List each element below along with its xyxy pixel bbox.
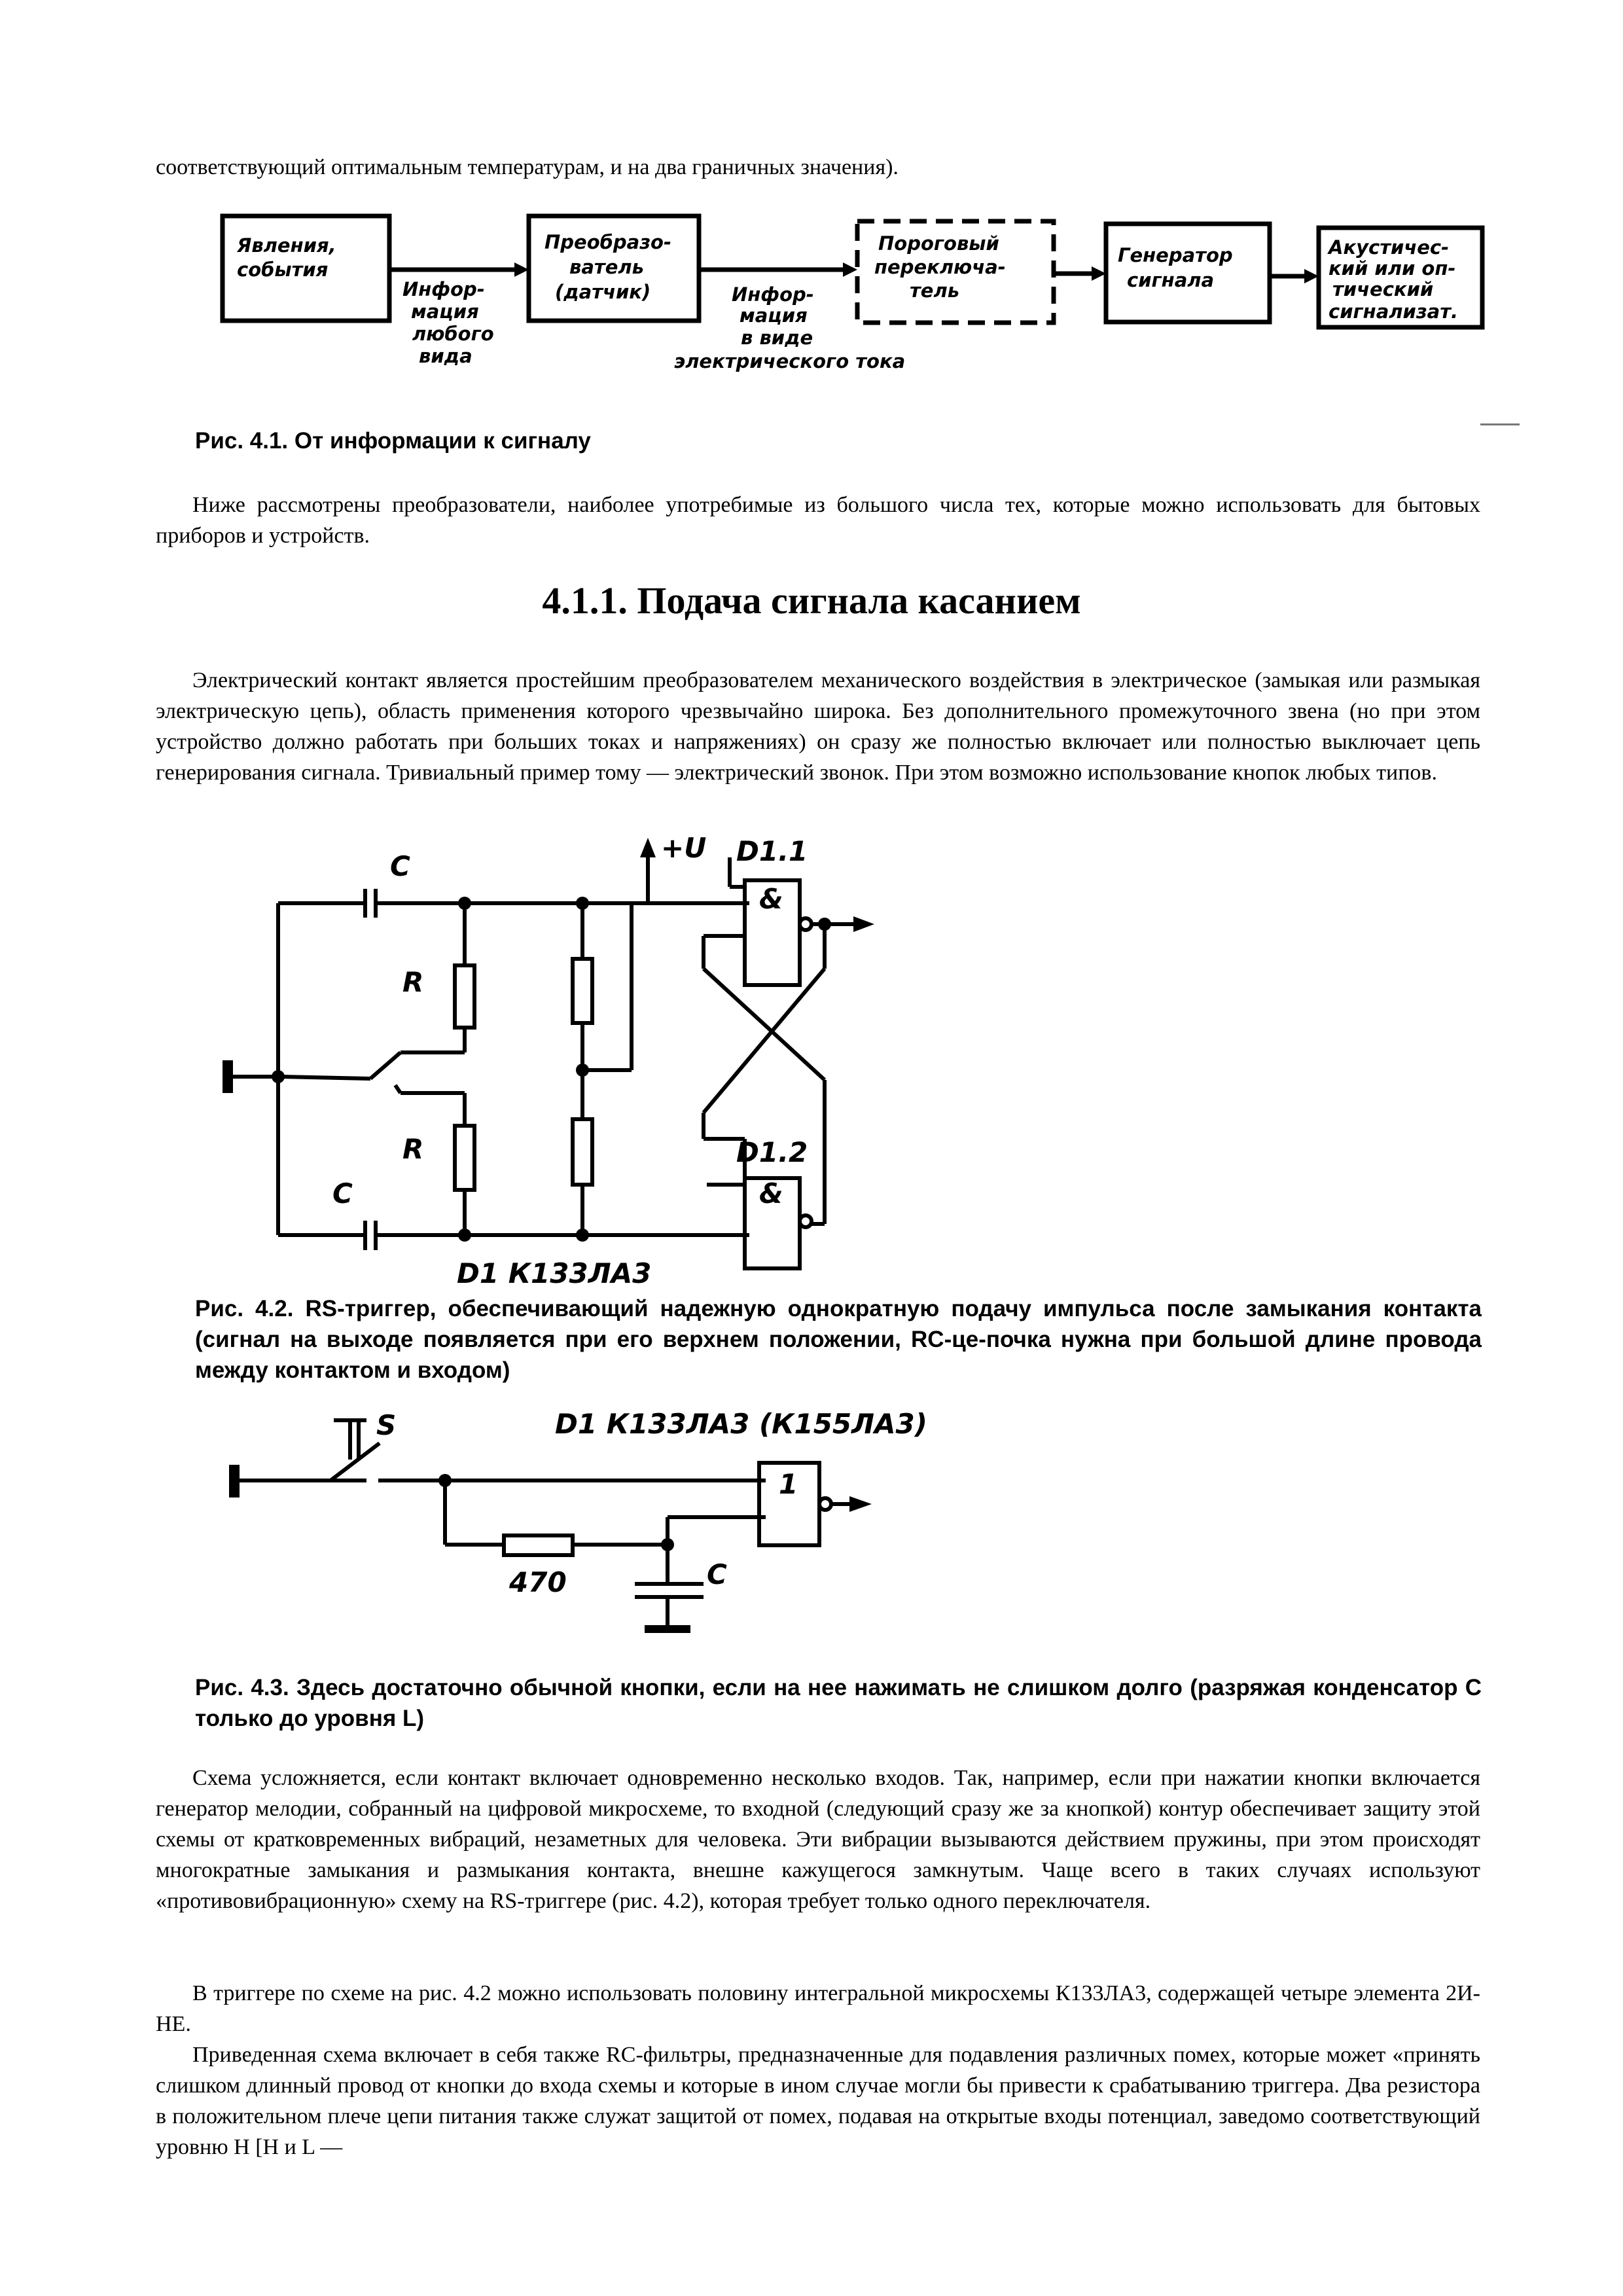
block-generator-line-1: Генератор (1118, 244, 1233, 266)
figure-4-1-caption: Рис. 4.1. От информации к сигналу (195, 428, 591, 454)
figure-4-1-block-diagram (0, 196, 1623, 406)
fig2-label-and-2: & (759, 1177, 783, 1210)
paragraph-filters: Приведенная схема включает в себя также RC-фильтры, предназначенные для подавления различных помех, которые может «принять слишком длинный провод от кнопки до входа схемы и которые в ином случае могли бы привести к срабатыванию триггера. Два резистора в положительном плече цепи питания также служат защитой от помех, подавая на открытые входы потенциал, заведомо соответствующий уровню H [H и L — (156, 2043, 1480, 2159)
block-indicator-line-3: тический (1332, 278, 1434, 300)
fig2-label-d11: D1.1 (736, 835, 808, 867)
fig3-label-gate: 1 (779, 1468, 798, 1500)
block-converter-line-3: (датчик) (555, 281, 651, 303)
label-any-info-4: вида (419, 345, 473, 367)
block-threshold-line-1: Пороговый (878, 232, 999, 255)
fig2-label-r-bottom: R (402, 1133, 424, 1165)
fig3-label-chip: D1 К133ЛА3 (К155ЛА3) (555, 1408, 927, 1440)
label-any-info-2: мация (411, 300, 479, 323)
block-threshold-line-2: переключа- (874, 256, 1006, 278)
fig2-label-d12: D1.2 (736, 1136, 808, 1168)
figure-4-3-caption: Рис. 4.3. Здесь достаточно обычной кнопки, если на нее нажимать не слишком долго (разряжая конденсатор C только до уровня L) (195, 1675, 1482, 1731)
paragraph-contact: Электрический контакт является простейшим преобразователем механического воздействия в электрическое (замыкая или размыкая электрическую цепь), область применения которого чрезвычайно широка. Без дополнительного промежуточного звена (но при этом устройство должно работать при больших токах и напряжениях) он сразу же полностью включает или полностью выключает цепь генерирования сигнала. Тривиальный пример тому — электрический звонок. При этом возможно использование кнопок любых типов. (156, 668, 1480, 785)
paragraph-intro: Ниже рассмотрены преобразователи, наиболее употребимые из большого числа тех, которые можно использовать для бытовых приборов и устройств. (156, 493, 1480, 548)
fig2-label-supply: +U (661, 832, 707, 864)
fig2-label-chip: D1 К133ЛА3 (457, 1257, 652, 1289)
block-converter-line-2: ватель (569, 256, 644, 278)
label-any-info-3: любого (412, 323, 494, 345)
paragraph-chip: В триггере по схеме на рис. 4.2 можно использовать половину интегральной микросхемы К133ЛА3, содержащей четыре элемента 2И-НЕ. (156, 1981, 1480, 2036)
fig3-label-c: C (707, 1558, 727, 1590)
fig2-label-and-1: & (759, 883, 783, 915)
fig2-label-c-top: C (390, 850, 410, 882)
block-generator-line-2: сигнала (1127, 269, 1215, 291)
page-edge-mark (1480, 423, 1520, 425)
block-indicator-line-2: кий или оп- (1329, 257, 1456, 279)
label-electric-info-2: мация (740, 304, 808, 327)
label-electric-info-3: в виде (741, 327, 813, 349)
figure-4-3-button-circuit (0, 1407, 1623, 1656)
paragraph-vibration: Схема усложняется, если контакт включает одновременно несколько входов. Так, например, если при нажатии кнопки включается генератор мелодии, собранный на цифровой микросхеме, то входной (следующий сразу же за кнопкой) контур обеспечивает защиту этой схемы от кратковременных вибраций, незаметных для человека. Эти вибрации вызываются действием пружины, при этом происходят многократные замыкания и размыкания контакта, внешне кажущегося замкнутым. Чаще всего в таких случаях используют «противовибрационную» схему на RS-триггере (рис. 4.2), которая требует только одного переключателя. (156, 1766, 1480, 1913)
block-converter-line-1: Преобразо- (544, 231, 672, 253)
top-line: соответствующий оптимальным температурам, и на два граничных значения). (156, 155, 899, 179)
label-electric-current: электрического тока (674, 350, 906, 372)
fig3-label-r: 470 (509, 1566, 567, 1598)
block-indicator-line-1: Акустичес- (1329, 236, 1450, 259)
block-threshold-line-3: тель (910, 279, 960, 302)
fig2-label-r-top: R (402, 966, 424, 998)
figure-4-2-rs-trigger (0, 831, 1623, 1289)
block-events-line-2: события (237, 259, 329, 281)
figure-4-2-caption: Рис. 4.2. RS-триггер, обеспечивающий надежную однократную подачу импульса после замыкания контакта (сигнал на выходе появляется при его верхнем положении, RC-це-почка нужна при большой длине провода между контактом и входом) (195, 1296, 1482, 1383)
fig3-label-s: S (376, 1409, 397, 1441)
block-events-line-1: Явления, (237, 234, 336, 257)
label-any-info-1: Инфор- (402, 278, 485, 300)
section-title: 4.1.1. Подача сигнала касанием (542, 579, 1081, 622)
fig2-label-c-bottom: C (332, 1177, 353, 1210)
block-indicator-line-4: сигнализат. (1329, 300, 1459, 323)
label-electric-info-1: Инфор- (732, 283, 814, 306)
